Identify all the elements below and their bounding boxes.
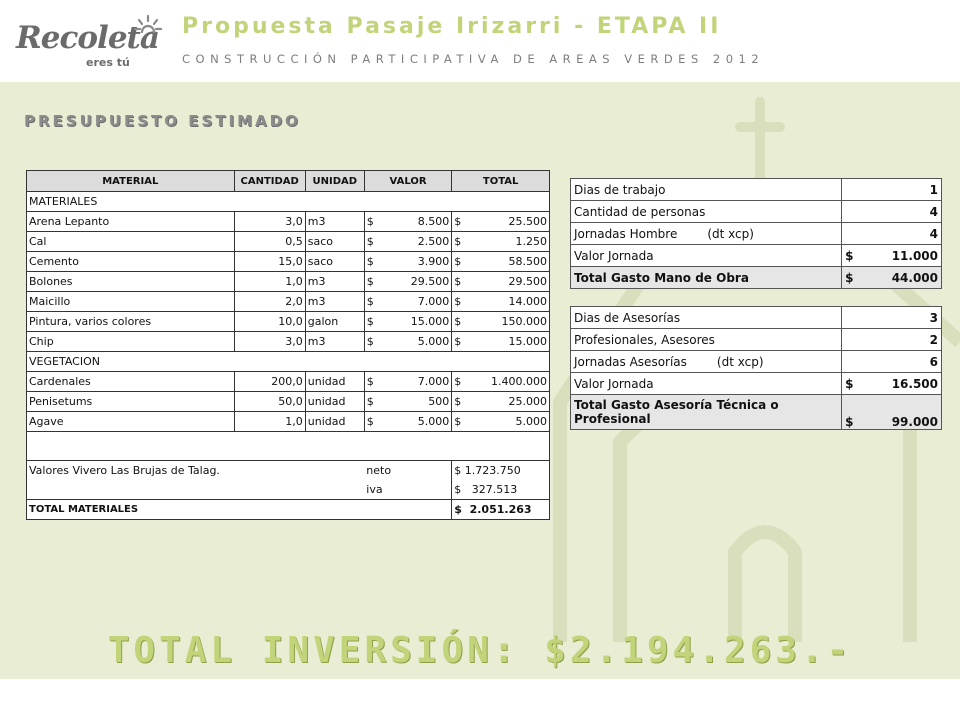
col-header-unidad: UNIDAD	[305, 171, 364, 192]
cell-unidad: saco	[305, 252, 364, 272]
cell-total: 1.250	[515, 235, 547, 248]
cell-valor-currency: $	[366, 335, 374, 348]
cell-total: 25.000	[508, 395, 547, 408]
cell-valor-currency: $	[366, 415, 374, 428]
cell-material: Pintura, varios colores	[27, 312, 235, 332]
cell-total: 14.000	[508, 295, 547, 308]
table-row	[27, 392, 550, 412]
cell-unidad: saco	[305, 232, 364, 252]
table-row	[27, 212, 550, 232]
cell-total-currency: $	[454, 255, 462, 268]
table-header-row	[27, 171, 550, 192]
header	[0, 0, 960, 82]
labor-jornadas-value: 4	[842, 223, 942, 245]
cell-total: 1.400.000	[491, 375, 547, 388]
page-title: Propuesta Pasaje Irizarri - ETAPA II	[182, 14, 722, 39]
group-label-vegetacion: VEGETACION	[27, 352, 550, 372]
labor-personas-value: 4	[842, 201, 942, 223]
advisory-prof-label: Profesionales, Asesores	[571, 329, 842, 351]
cell-cantidad: 3,0	[234, 212, 305, 232]
materials-table	[26, 170, 550, 520]
cell-cantidad: 15,0	[234, 252, 305, 272]
cell-total-currency: $	[454, 335, 462, 348]
footer-strip	[0, 679, 960, 720]
cell-valor-currency: $	[366, 235, 374, 248]
logo-word: Recoleta	[16, 20, 159, 56]
content-area	[0, 82, 960, 679]
cell-total-currency: $	[454, 415, 462, 428]
cell-cantidad: 10,0	[234, 312, 305, 332]
table-row	[27, 232, 550, 252]
advisory-jornadas-label: Jornadas Asesorías	[574, 354, 687, 369]
cell-total-currency: $	[454, 375, 462, 388]
total-inversion: TOTAL INVERSIÓN: $2.194.263.-	[107, 630, 853, 671]
labor-row-total	[571, 267, 942, 289]
vivero-label: Valores Vivero Las Brujas de Talag.	[27, 461, 365, 481]
cell-cantidad: 200,0	[234, 372, 305, 392]
cell-valor: 15.000	[410, 315, 450, 328]
table-row	[27, 312, 550, 332]
cell-cantidad: 3,0	[234, 332, 305, 352]
sun-icon	[134, 14, 162, 42]
cell-unidad: galon	[305, 312, 364, 332]
col-header-cantidad: CANTIDAD	[234, 171, 305, 192]
recoleta-logo[interactable]	[16, 14, 166, 72]
advisory-row-valor	[571, 373, 942, 395]
total-materiales-label: TOTAL MATERIALES	[27, 500, 452, 520]
advisory-dias-value: 3	[842, 307, 942, 329]
cell-unidad: m3	[305, 272, 364, 292]
advisory-dias-label: Dias de Asesorías	[571, 307, 842, 329]
cell-total-currency: $	[454, 235, 462, 248]
logo-tagline: eres tú	[86, 56, 130, 69]
cell-material: Cal	[27, 232, 235, 252]
labor-valor-currency: $	[845, 248, 854, 263]
table-row	[27, 292, 550, 312]
cell-material: Penisetums	[27, 392, 235, 412]
cell-cantidad: 50,0	[234, 392, 305, 412]
cell-total: 5.000	[515, 415, 547, 428]
advisory-total-currency: $	[845, 415, 854, 429]
cell-valor: 8.500	[417, 215, 450, 228]
table-row	[27, 252, 550, 272]
cell-valor-currency: $	[366, 375, 374, 388]
iva-label: iva	[364, 480, 452, 500]
page-subtitle: CONSTRUCCIÓN PARTICIPATIVA DE AREAS VERDES 2012	[182, 52, 765, 66]
group-label-materiales: MATERIALES	[27, 192, 550, 212]
cell-valor: 5.000	[417, 335, 450, 348]
cell-unidad: unidad	[305, 372, 364, 392]
cell-valor-currency: $	[366, 215, 374, 228]
cell-valor: 7.000	[417, 295, 450, 308]
iva-row	[27, 480, 550, 500]
neto-row	[27, 461, 550, 481]
table-row	[27, 372, 550, 392]
labor-dias-value: 1	[842, 179, 942, 201]
advisory-total-value: 99.000	[891, 415, 938, 429]
cell-material: Agave	[27, 412, 235, 432]
labor-row-valor	[571, 245, 942, 267]
advisory-row-jornadas	[571, 351, 942, 373]
cell-total: 25.500	[508, 215, 547, 228]
advisory-total-label: Total Gasto Asesoría Técnica o Profesional	[571, 395, 842, 430]
advisory-row-dias	[571, 307, 942, 329]
cell-material: Cardenales	[27, 372, 235, 392]
cell-total: 150.000	[501, 315, 547, 328]
advisory-prof-value: 2	[842, 329, 942, 351]
table-row	[27, 332, 550, 352]
cell-total-currency: $	[454, 315, 462, 328]
labor-total-label: Total Gasto Mano de Obra	[571, 267, 842, 289]
advisory-jornadas-value: 6	[842, 351, 942, 373]
cell-total: 15.000	[508, 335, 547, 348]
cell-valor: 2.500	[417, 235, 450, 248]
cell-total-currency: $	[454, 215, 462, 228]
cell-total-currency: $	[454, 295, 462, 308]
labor-valor-label: Valor Jornada	[571, 245, 842, 267]
labor-row-dias	[571, 179, 942, 201]
total-materiales-row	[27, 500, 550, 520]
advisory-valor-label: Valor Jornada	[571, 373, 842, 395]
advisory-row-total	[571, 395, 942, 430]
cell-valor: 3.900	[417, 255, 450, 268]
group-row	[27, 192, 550, 212]
labor-table	[570, 178, 942, 289]
cell-unidad: unidad	[305, 412, 364, 432]
cell-total-currency: $	[454, 395, 462, 408]
table-row	[27, 412, 550, 432]
spacer-row	[27, 432, 550, 461]
cell-valor-currency: $	[366, 395, 374, 408]
cell-valor-currency: $	[366, 255, 374, 268]
cell-unidad: unidad	[305, 392, 364, 412]
labor-valor-value: 11.000	[891, 248, 938, 263]
cell-unidad: m3	[305, 332, 364, 352]
cell-cantidad: 0,5	[234, 232, 305, 252]
cell-valor-currency: $	[366, 275, 374, 288]
labor-total-currency: $	[845, 270, 854, 285]
labor-total-value: 44.000	[891, 270, 938, 285]
advisory-row-prof	[571, 329, 942, 351]
cell-cantidad: 1,0	[234, 412, 305, 432]
labor-dias-label: Dias de trabajo	[571, 179, 842, 201]
table-row	[27, 272, 550, 292]
cell-total-currency: $	[454, 275, 462, 288]
cell-valor: 500	[428, 395, 450, 408]
cell-material: Bolones	[27, 272, 235, 292]
cell-cantidad: 1,0	[234, 272, 305, 292]
labor-jornadas-hint: (dt xcp)	[707, 226, 754, 241]
group-row	[27, 352, 550, 372]
total-materiales-value: $ 2.051.263	[452, 500, 550, 520]
cell-unidad: m3	[305, 292, 364, 312]
advisory-table	[570, 306, 942, 430]
labor-personas-label: Cantidad de personas	[571, 201, 842, 223]
cell-valor: 29.500	[410, 275, 450, 288]
col-header-total: TOTAL	[452, 171, 550, 192]
cell-total: 29.500	[508, 275, 547, 288]
cell-material: Cemento	[27, 252, 235, 272]
labor-row-personas	[571, 201, 942, 223]
neto-label: neto	[364, 461, 452, 481]
cell-total: 58.500	[508, 255, 547, 268]
cell-valor-currency: $	[366, 315, 374, 328]
labor-row-jornadas	[571, 223, 942, 245]
cell-unidad: m3	[305, 212, 364, 232]
cell-cantidad: 2,0	[234, 292, 305, 312]
cell-material: Maicillo	[27, 292, 235, 312]
col-header-material: MATERIAL	[27, 171, 235, 192]
advisory-jornadas-hint: (dt xcp)	[716, 354, 764, 369]
section-title: PRESUPUESTO ESTIMADO	[24, 112, 301, 130]
cell-material: Chip	[27, 332, 235, 352]
neto-value: $ 1.723.750	[452, 461, 550, 481]
advisory-valor-value: 16.500	[891, 376, 938, 391]
advisory-valor-currency: $	[845, 376, 854, 391]
cell-valor: 5.000	[417, 415, 450, 428]
cell-valor-currency: $	[366, 295, 374, 308]
iva-value: $ 327.513	[452, 480, 550, 500]
col-header-valor: VALOR	[364, 171, 452, 192]
cell-valor: 7.000	[417, 375, 450, 388]
cell-material: Arena Lepanto	[27, 212, 235, 232]
labor-jornadas-label: Jornadas Hombre	[574, 226, 678, 241]
